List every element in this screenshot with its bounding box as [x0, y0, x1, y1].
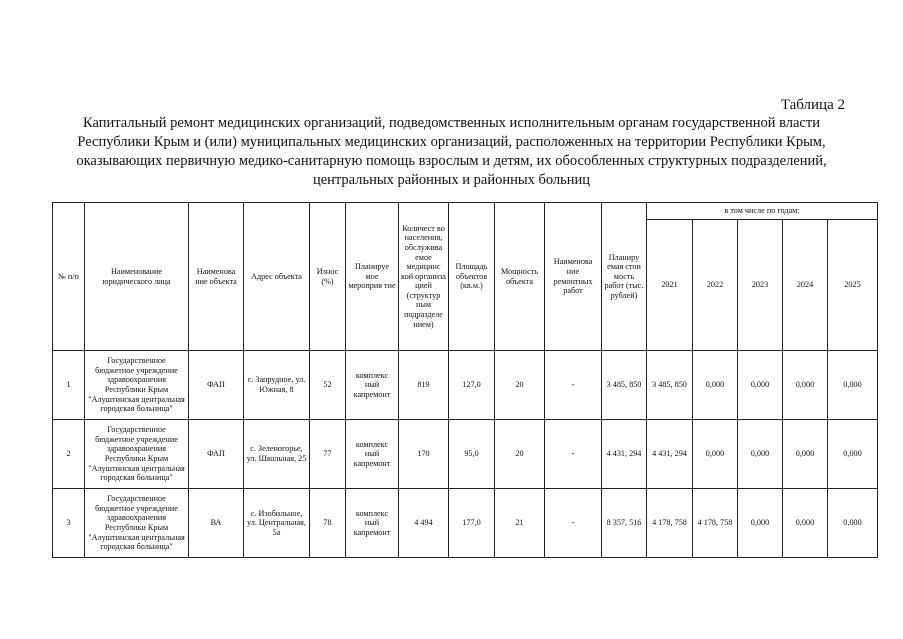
header-year-2025: 2025: [828, 220, 878, 351]
cell-capacity: 21: [495, 489, 545, 558]
cell-wear: 52: [310, 351, 346, 420]
cell-repair-name: -: [545, 351, 602, 420]
header-row-top: [53, 203, 878, 220]
cell-area: 127,0: [449, 351, 495, 420]
cell-area: 95,0: [449, 420, 495, 489]
cell-entity: Государственное бюджетное учреждение здравоохранения Республики Крым "Алуштинская центральная городская больница": [85, 351, 189, 420]
cell-num: 3: [53, 489, 85, 558]
header-planned-measure: Планируе мое мероприя тие: [346, 203, 399, 351]
header-planned-cost: Планиру емая стои мость работ (тыс. рублей): [602, 203, 647, 351]
cell-object-name: ВА: [189, 489, 244, 558]
cell-population: 4 494: [399, 489, 449, 558]
cell-capacity: 20: [495, 351, 545, 420]
cell-year-2024: 0,000: [783, 489, 828, 558]
cell-area: 177,0: [449, 489, 495, 558]
title-line-4: центральных районных и районных больниц: [312, 172, 591, 188]
cell-address: с. Зеленогорье, ул. Школьная, 25: [244, 420, 310, 489]
cell-planned-cost: 3 485, 850: [602, 351, 647, 420]
cell-year-2025: 0,000: [828, 420, 878, 489]
cell-address: с. Изобильное, ул. Центральная, 5а: [244, 489, 310, 558]
cell-planned-cost: 8 357, 516: [602, 489, 647, 558]
cell-population: 170: [399, 420, 449, 489]
cell-year-2021: 3 485, 850: [647, 351, 693, 420]
cell-repair-name: -: [545, 489, 602, 558]
table-row: [53, 489, 878, 558]
title-line-2: Республики Крым и (или) муниципальных медицинских организаций, расположенных на территории Республики Крым,: [77, 134, 826, 150]
cell-year-2023: 0,000: [738, 420, 783, 489]
cell-year-2025: 0,000: [828, 489, 878, 558]
cell-population: 819: [399, 351, 449, 420]
cell-entity: Государственное бюджетное учреждение здравоохранения Республики Крым "Алуштинская центральная городская больница": [85, 420, 189, 489]
cell-address: с. Запрудное, ул. Южная, 8: [244, 351, 310, 420]
document-title: [0, 114, 903, 190]
header-year-2021: 2021: [647, 220, 693, 351]
title-line-1: Капитальный ремонт медицинских организаций, подведомственных исполнительным органам государственной власти: [83, 115, 820, 131]
cell-year-2023: 0,000: [738, 351, 783, 420]
cell-planned-cost: 4 431, 294: [602, 420, 647, 489]
table-row: [53, 351, 878, 420]
header-wear: Износ (%): [310, 203, 346, 351]
header-area: Площадь объектов (кв.м.): [449, 203, 495, 351]
cell-planned-measure: комплекс ный капремонт: [346, 420, 399, 489]
cell-year-2022: 0,000: [693, 351, 738, 420]
cell-object-name: ФАП: [189, 351, 244, 420]
header-capacity: Мощность объекта: [495, 203, 545, 351]
cell-year-2024: 0,000: [783, 420, 828, 489]
cell-num: 2: [53, 420, 85, 489]
header-year-2024: 2024: [783, 220, 828, 351]
cell-year-2021: 4 178, 758: [647, 489, 693, 558]
header-repair-name: Наименова ние ремонтных работ: [545, 203, 602, 351]
cell-planned-measure: комплекс ный капремонт: [346, 489, 399, 558]
title-line-3: оказывающих первичную медико-санитарную помощь взрослым и детям, их обособленных структурных подразделений,: [76, 153, 827, 169]
header-population: Количест во населения, обслужива емое медицинс кой организа цией (структур ным подразделе нием): [399, 203, 449, 351]
header-year-2022: 2022: [693, 220, 738, 351]
cell-year-2023: 0,000: [738, 489, 783, 558]
cell-entity: Государственное бюджетное учреждение здравоохранения Республики Крым "Алуштинская центральная городская больница": [85, 489, 189, 558]
cell-repair-name: -: [545, 420, 602, 489]
cell-year-2022: 0,000: [693, 420, 738, 489]
cell-year-2024: 0,000: [783, 351, 828, 420]
header-year-2023: 2023: [738, 220, 783, 351]
cell-year-2022: 4 178, 758: [693, 489, 738, 558]
cell-planned-measure: комплекс ный капремонт: [346, 351, 399, 420]
cell-wear: 77: [310, 420, 346, 489]
cell-year-2021: 4 431, 294: [647, 420, 693, 489]
cell-num: 1: [53, 351, 85, 420]
cell-capacity: 20: [495, 420, 545, 489]
header-num: № п/п: [53, 203, 85, 351]
header-object-name: Наименова ние объекта: [189, 203, 244, 351]
cell-wear: 78: [310, 489, 346, 558]
cell-year-2025: 0,000: [828, 351, 878, 420]
cell-object-name: ФАП: [189, 420, 244, 489]
capital-repair-table: [52, 202, 878, 558]
table-row: [53, 420, 878, 489]
header-by-years: в том числе по годам:: [647, 203, 878, 220]
header-entity: Наименование юридического лица: [85, 203, 189, 351]
header-address: Адрес объекта: [244, 203, 310, 351]
table-number-label: Таблица 2: [780, 97, 845, 113]
